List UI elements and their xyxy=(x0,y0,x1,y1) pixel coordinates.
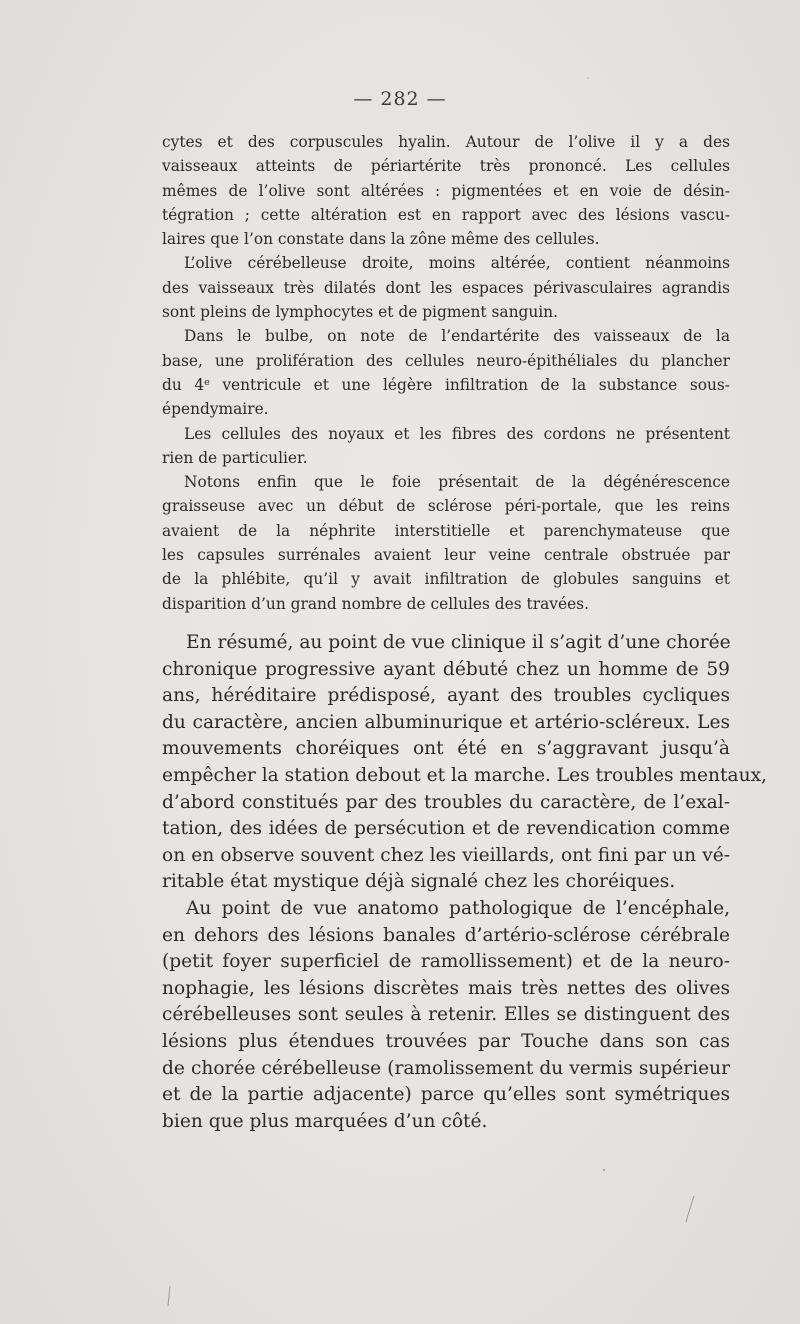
text-line: mouvements choréiques ont été en s’aggravant jusqu’à xyxy=(162,738,730,760)
text-line: ans, héréditaire prédisposé, ayant des troubles cycliques xyxy=(162,685,730,707)
text-fragment: du 4 xyxy=(162,375,205,394)
text-line: bien que plus marquées d’un côté. xyxy=(162,1110,488,1132)
page-number: — 282 — xyxy=(353,88,447,110)
text-line: épendymaire. xyxy=(162,400,269,419)
text-line: rien de particulier. xyxy=(162,448,308,467)
text-line: tégration ; cette altération est en rapport avec des lésions vascu- xyxy=(162,205,730,224)
upper-text-block xyxy=(162,130,730,616)
text-line: empêcher la station debout et la marche. Les troubles mentaux, xyxy=(162,764,767,786)
text-line: laires que l’on constate dans la zône même des cellules. xyxy=(162,230,600,249)
text-line: et de la partie adjacente) parce qu’elles sont symétriques xyxy=(162,1084,730,1106)
paragraph-start-line: En résumé, au point de vue clinique il s’agit d’une chorée xyxy=(186,632,731,653)
text-line: chronique progressive ayant débuté chez un homme de 59 xyxy=(162,658,730,680)
text-line: de chorée cérébelleuse (ramolissement du vermis supérieur xyxy=(162,1057,730,1079)
text-line: des vaisseaux très dilatés dont les espaces périvasculaires agrandis xyxy=(162,278,730,297)
text-line: avaient de la néphrite interstitielle et parenchymateuse que xyxy=(162,521,730,540)
text-line: sont pleins de lymphocytes et de pigment sanguin. xyxy=(162,303,558,322)
text-line: mêmes de l’olive sont altérées : pigmentées et en voie de désin- xyxy=(162,181,730,200)
paragraph-start-line: Notons enfin que le foie présentait de la dégénérescence xyxy=(184,473,730,492)
superscript: e xyxy=(204,377,210,389)
text-line: du caractère, ancien albuminurique et artério-scléreux. Les xyxy=(162,711,730,733)
text-line: les capsules surrénales avaient leur veine centrale obstruée par xyxy=(162,546,730,565)
text-line: on en observe souvent chez les vieillards, ont fini par un vé- xyxy=(162,844,730,866)
text-fragment: ventricule et une légère infiltration de la substance sous- xyxy=(209,375,731,394)
text-line: ritable état mystique déjà signalé chez les choréiques. xyxy=(162,871,676,893)
paragraph-start-line: L’olive cérébelleuse droite, moins altérée, contient néanmoins xyxy=(184,254,730,273)
text-line: d’abord constitués par des troubles du caractère, de l’exal- xyxy=(162,791,730,813)
paragraph-start-line: Au point de vue anatomo pathologique de l’encéphale, xyxy=(186,897,730,919)
text-line: lésions plus étendues trouvées par Touche dans son cas xyxy=(162,1030,730,1052)
paragraph-start-line: Dans le bulbe, on note de l’endartérite des vaisseaux de la xyxy=(184,327,730,346)
text-line: cérébelleuses sont seules à retenir. Elles se distinguent des xyxy=(162,1004,730,1026)
text-line: nophagie, les lésions discrètes mais très nettes des olives xyxy=(162,977,730,999)
text-line: tation, des idées de persécution et de revendication comme xyxy=(162,818,730,840)
text-line: base, une prolifération des cellules neuro-épithéliales du plancher xyxy=(162,351,730,370)
text-line-with-superscript xyxy=(162,373,730,397)
lower-text-block xyxy=(162,630,767,1135)
paper-speck xyxy=(603,1169,605,1171)
text-line: de la phlébite, qu’il y avait infiltration de globules sanguins et xyxy=(162,570,730,589)
text-line: disparition d’un grand nombre de cellules des travées. xyxy=(162,594,589,613)
text-line: en dehors des lésions banales d’artério-sclérose cérébrale xyxy=(162,924,730,946)
pencil-mark xyxy=(686,1196,694,1222)
text-line: graisseuse avec un début de sclérose péri-portale, que les reins xyxy=(162,497,730,516)
pencil-mark xyxy=(168,1286,170,1306)
text-line: cytes et des corpuscules hyalin. Autour de l’olive il y a des xyxy=(162,133,730,151)
paper-speck xyxy=(587,77,589,79)
text-line: (petit foyer superficiel de ramollissement) et de la neuro- xyxy=(162,951,730,973)
paragraph-start-line: Les cellules des noyaux et les fibres des cordons ne présentent xyxy=(184,424,730,443)
text-line: vaisseaux atteints de périartérite très prononcé. Les cellules xyxy=(162,157,730,176)
